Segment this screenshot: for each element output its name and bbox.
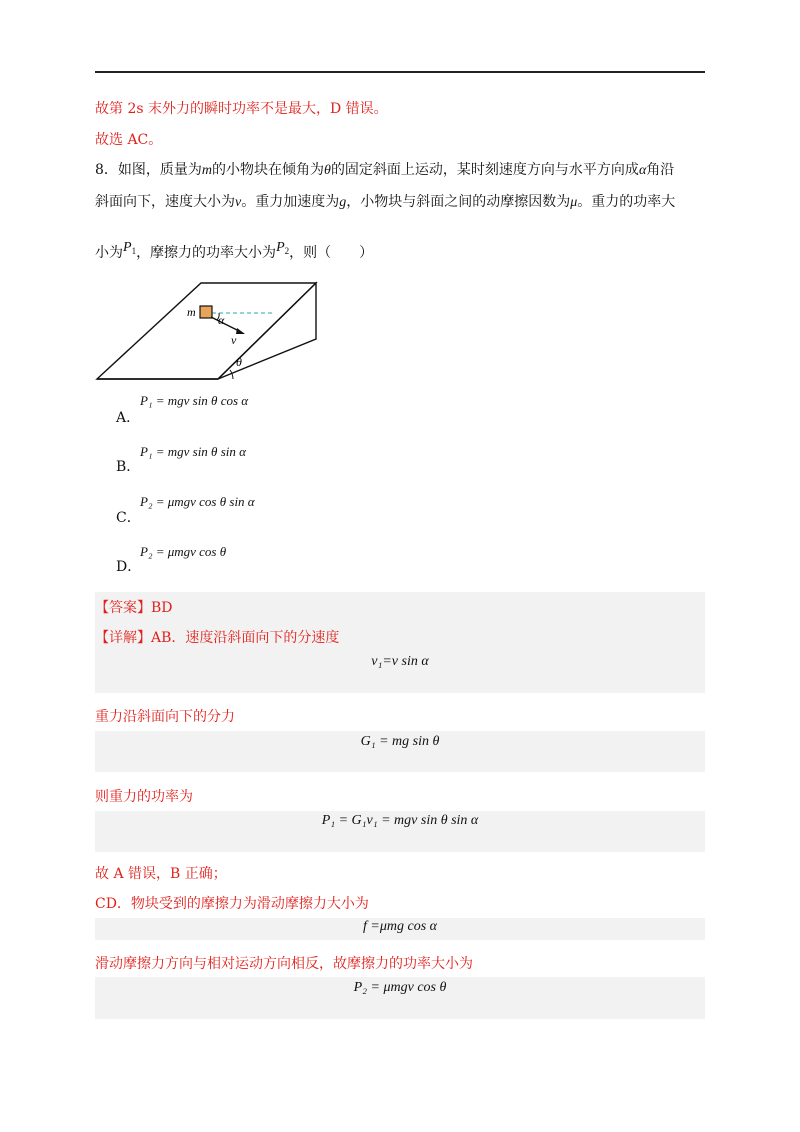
- symbol-mu: μ: [570, 195, 578, 210]
- option-d-letter[interactable]: D．: [116, 559, 142, 575]
- option-c-letter[interactable]: C．: [116, 510, 141, 526]
- equation-3: P₁ = G₁v₁ = mgv sin θ sin α: [321, 813, 479, 828]
- label-alpha: α: [218, 313, 225, 327]
- equation-4: f =μmg cos α: [363, 919, 437, 934]
- velocity-arrow-shaft: [211, 317, 241, 332]
- option-c-formula: P₂ = μmgv cos θ sin α: [140, 494, 255, 509]
- block: [200, 306, 212, 318]
- option-b-letter[interactable]: B．: [116, 459, 141, 475]
- option-a-formula: P₁ = mgv sin θ cos α: [140, 393, 249, 408]
- equation-1: v₁=v sin α: [371, 654, 429, 669]
- detail-label: 【详解】AB．速度沿斜面向下的分速度: [95, 630, 340, 646]
- equation-2: G₁ = mg sin θ: [360, 734, 440, 749]
- header-rule: [95, 71, 705, 73]
- text-gravity-power: 则重力的功率为: [95, 789, 193, 805]
- question-number: 8．: [95, 162, 118, 178]
- option-d-formula: P₂ = μmgv cos θ: [140, 544, 227, 559]
- symbol-v: v: [235, 195, 242, 210]
- text-friction-power: 滑动摩擦力方向与相对运动方向相反，故摩擦力的功率大小为: [95, 956, 473, 972]
- symbol-g: g: [339, 195, 347, 210]
- prev-choice: 故选 AC。: [95, 132, 163, 148]
- label-theta: θ: [236, 355, 242, 369]
- equation-5: P₂ = μmgv cos θ: [353, 980, 447, 995]
- symbol-alpha: α: [638, 163, 647, 178]
- prev-conclusion: 故第 2s 末外力的瞬时功率不是最大，D 错误。: [95, 101, 388, 117]
- question-line-2: 斜面向下，速度大小为v。重力加速度为g，小物块与斜面之间的动摩擦因数为μ。重力的功率大: [95, 194, 676, 210]
- question-line-3: 小为$P_1$，摩擦力的功率大小为$P_2$，则（ ）: [95, 240, 374, 261]
- option-a-letter[interactable]: A．: [116, 410, 141, 426]
- velocity-arrowhead: [236, 328, 245, 334]
- text-friction: CD．物块受到的摩擦力为滑动摩擦力大小为: [95, 896, 369, 912]
- label-v: v: [231, 333, 237, 347]
- incline-figure: [95, 276, 325, 386]
- incline-top-face: [97, 283, 316, 379]
- incline-side-face: [218, 283, 316, 379]
- symbol-p2: $P_2$: [276, 240, 290, 256]
- option-b-formula: P₁ = mgv sin θ sin α: [140, 444, 246, 459]
- symbol-theta: θ: [324, 163, 331, 178]
- label-m: m: [187, 305, 196, 319]
- answer-line: 【答案】BD: [95, 600, 173, 616]
- text-gravity-component: 重力沿斜面向下的分力: [95, 709, 235, 725]
- text-ab-conclusion: 故 A 错误，B 正确；: [95, 866, 227, 882]
- symbol-m: m: [201, 163, 213, 178]
- symbol-p1: $P_1$: [123, 240, 137, 256]
- question-line-1: 8．如图，质量为m的小物块在倾角为θ的固定斜面上运动，某时刻速度方向与水平方向成α角沿: [95, 162, 675, 178]
